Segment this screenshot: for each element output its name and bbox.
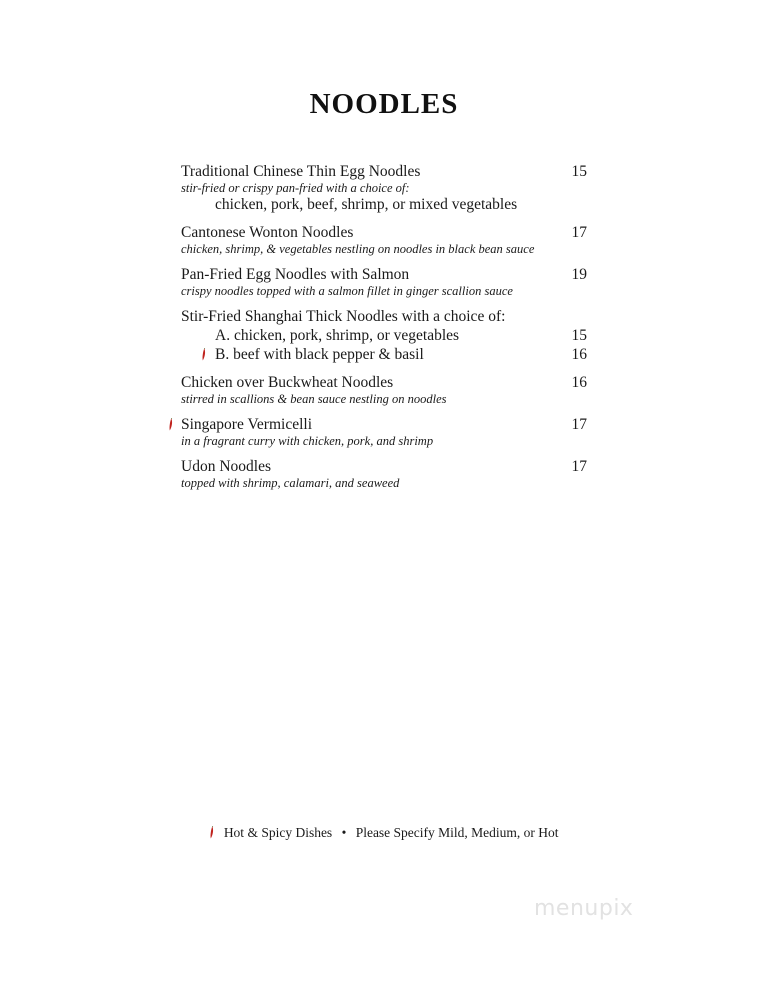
choice-price: 16 [571, 346, 587, 363]
item-description: stir-fried or crispy pan-fried with a choice of: [181, 181, 410, 195]
item-price: 17 [571, 416, 587, 433]
item-name: Singapore Vermicelli [181, 416, 313, 433]
choice-option-a [215, 326, 587, 345]
item-name: Chicken over Buckwheat Noodles [181, 374, 394, 391]
item-price: 16 [571, 374, 587, 391]
watermark-logo: menupix [534, 896, 634, 921]
menu-item-wonton-noodles [181, 223, 587, 256]
footer-legend [0, 824, 768, 841]
item-name: Udon Noodles [181, 458, 271, 475]
chili-pepper-icon [209, 826, 214, 839]
chili-pepper-icon [201, 348, 206, 361]
menu-item-udon-noodles [181, 457, 587, 490]
legend-text: Hot & Spicy Dishes [223, 825, 333, 840]
menu-item-singapore-vermicelli [181, 415, 587, 448]
item-price: 17 [571, 458, 587, 475]
item-name: Cantonese Wonton Noodles [181, 224, 354, 241]
choice-price: 15 [571, 327, 587, 344]
item-description: stirred in scallions & bean sauce nestling on noodles [181, 392, 447, 406]
item-choices: chicken, pork, beef, shrimp, or mixed vegetables [215, 196, 518, 213]
item-name: Stir-Fried Shanghai Thick Noodles with a choice of: [181, 308, 506, 325]
choice-label: A. chicken, pork, shrimp, or vegetables [215, 327, 460, 344]
item-price: 17 [571, 224, 587, 241]
item-description: in a fragrant curry with chicken, pork, and shrimp [181, 434, 434, 448]
item-name: Traditional Chinese Thin Egg Noodles [181, 163, 421, 180]
chili-pepper-icon [168, 418, 173, 431]
menu-item-salmon-noodles [181, 265, 587, 298]
choice-label: B. beef with black pepper & basil [215, 346, 424, 363]
menu-list [181, 162, 587, 499]
menu-item-thin-egg-noodles [181, 162, 587, 214]
item-description: chicken, shrimp, & vegetables nestling on noodles in black bean sauce [181, 242, 535, 256]
menu-item-shanghai-noodles [181, 307, 587, 364]
legend-note: Please Specify Mild, Medium, or Hot [355, 825, 559, 840]
item-name: Pan-Fried Egg Noodles with Salmon [181, 266, 410, 283]
item-description: crispy noodles topped with a salmon fillet in ginger scallion sauce [181, 284, 513, 298]
item-price: 15 [571, 163, 587, 180]
item-description: topped with shrimp, calamari, and seaweed [181, 476, 400, 490]
legend-separator: • [341, 825, 347, 840]
item-price: 19 [571, 266, 587, 283]
choice-option-b [215, 345, 587, 364]
menu-item-buckwheat-noodles [181, 373, 587, 406]
page-title: NOODLES [309, 88, 459, 120]
